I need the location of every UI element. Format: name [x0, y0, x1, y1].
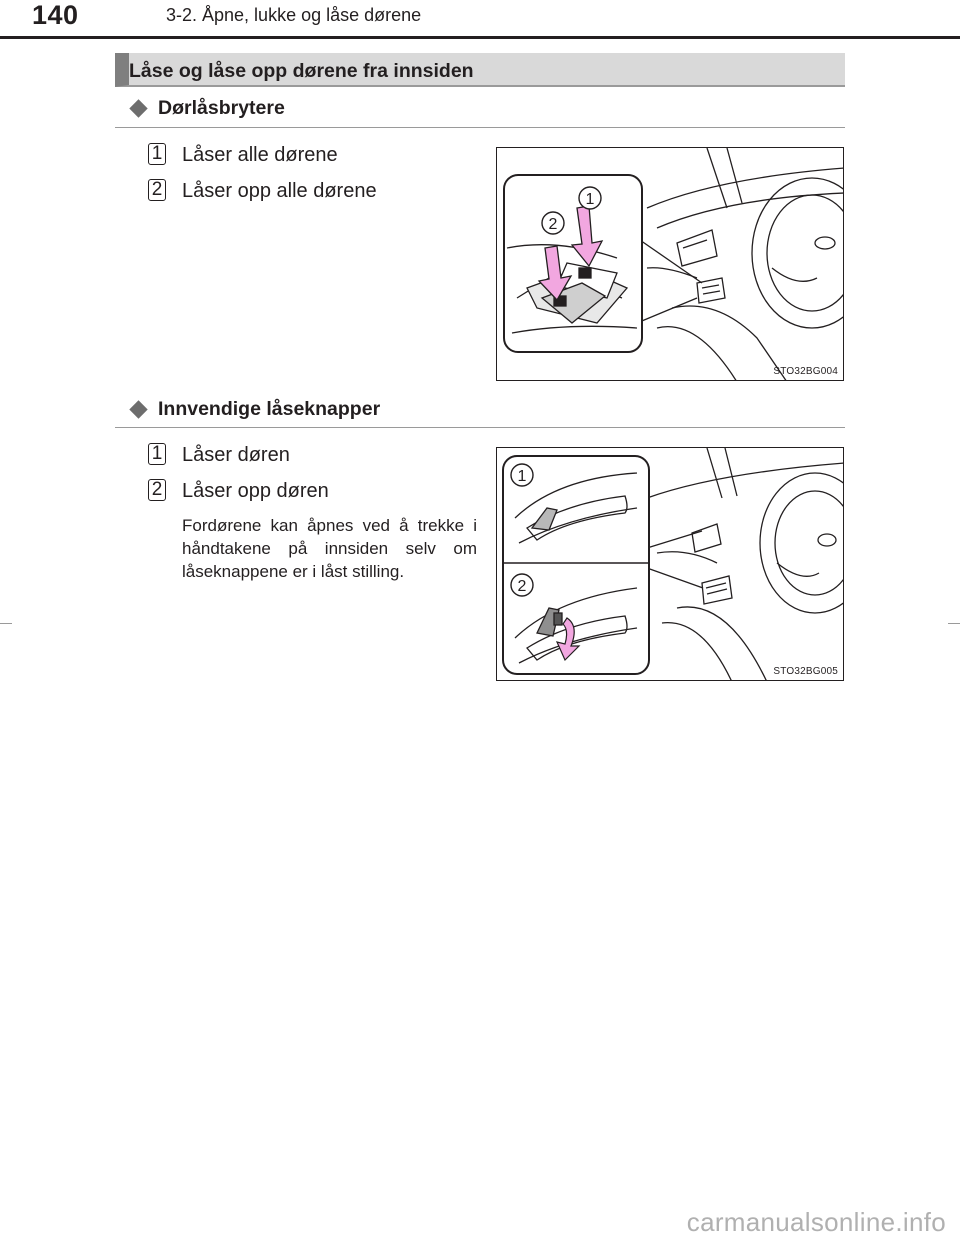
figure-code: STO32BG005	[773, 666, 838, 677]
header-rule	[0, 36, 960, 39]
watermark: carmanualsonline.info	[686, 1207, 946, 1237]
diamond-bullet-icon	[129, 400, 147, 418]
subheading-rule	[115, 127, 845, 128]
item-number-badge: 2	[148, 179, 166, 201]
item-text: Låser alle dørene	[182, 144, 338, 166]
section-title: Låse og låse opp dørene fra innsiden	[129, 60, 474, 82]
running-header: 3-2. Åpne, lukke og låse dørene	[166, 5, 422, 25]
item-number-badge: 1	[148, 143, 166, 165]
crop-mark-right	[948, 623, 960, 624]
subheading-text: Dørlåsbrytere	[158, 97, 285, 119]
item-number-badge: 2	[148, 479, 166, 501]
crop-mark-left	[0, 623, 12, 624]
callout-1-label: 1	[517, 468, 527, 485]
subheading-rule	[115, 427, 845, 428]
subheading-text: Innvendige låseknapper	[158, 398, 381, 420]
figure-door-lock-switch	[496, 147, 844, 381]
item-text: Låser døren	[182, 444, 290, 466]
door-lock-switch-illustration	[497, 148, 844, 381]
callout-2-label: 2	[548, 216, 558, 233]
subheading-door-lock-switches	[130, 97, 285, 120]
callout-1-label: 1	[585, 191, 595, 208]
item-text: Låser opp døren	[182, 480, 329, 502]
figure-code: STO32BG004	[773, 366, 838, 377]
note-paragraph: Fordørene kan åpnes ved å trekke i håndtakene på innsiden selv om låseknappene er i låst stilling.	[182, 516, 477, 581]
callout-2-label: 2	[517, 578, 527, 595]
figure-inside-lock-buttons	[496, 447, 844, 681]
inside-lock-button-illustration	[497, 448, 844, 681]
diamond-bullet-icon	[129, 99, 147, 117]
item-number-badge: 1	[148, 443, 166, 465]
page-number: 140	[32, 0, 79, 30]
subheading-inside-lock-buttons	[130, 398, 380, 421]
item-text: Låser opp alle dørene	[182, 180, 377, 202]
